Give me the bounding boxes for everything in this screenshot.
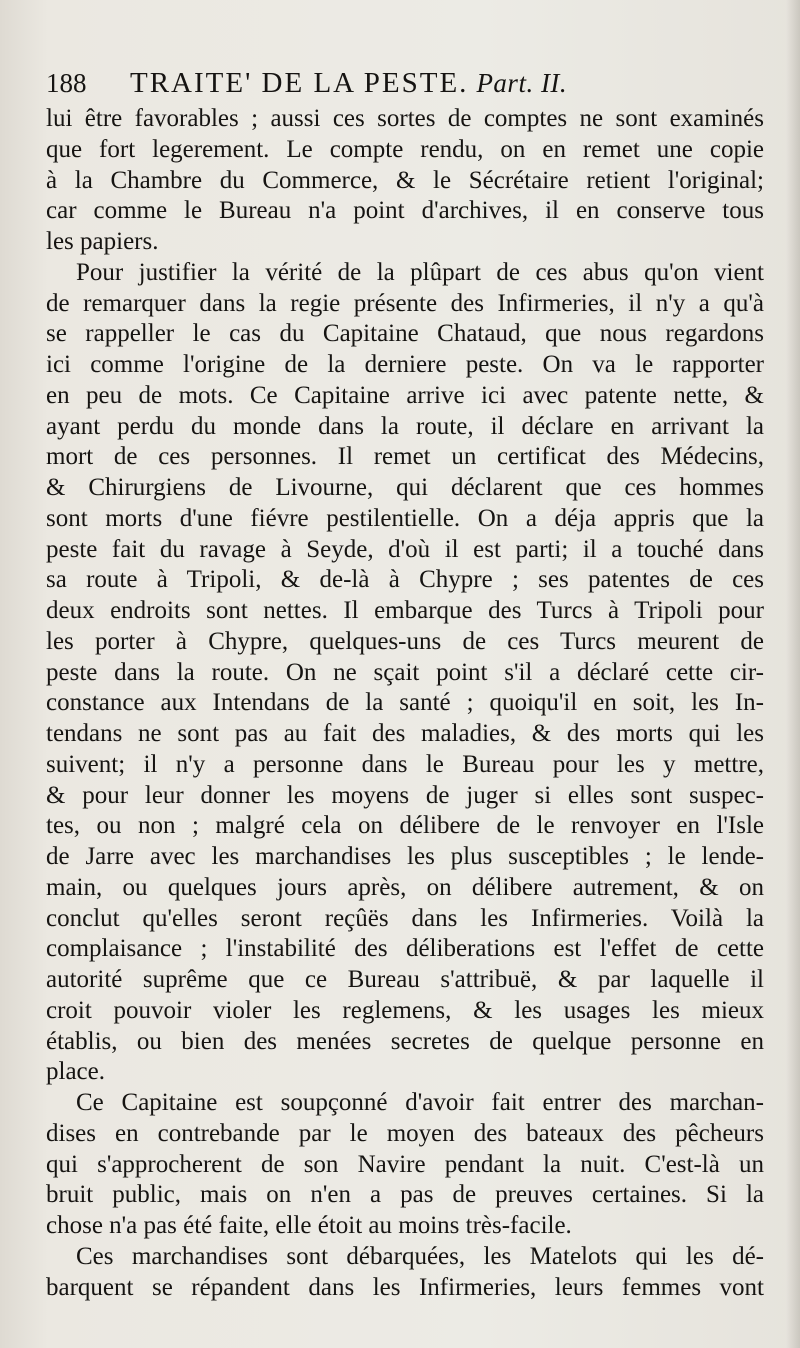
paragraph xyxy=(46,104,764,258)
body-text xyxy=(46,104,764,1303)
page-text-block xyxy=(46,62,764,1303)
text-line: & pour leur donner les moyens de juger si elles sont suspec- xyxy=(46,781,764,809)
text-line: & Chirurgiens de Livourne, qui déclarent que ces hommes xyxy=(46,474,764,501)
text-line: sont morts d'une fiévre pestilentielle. On a déja appris que la xyxy=(46,504,764,532)
text-line: car comme le Bureau n'a point d'archives, il en conserve tous xyxy=(46,197,764,225)
running-part: Part. II. xyxy=(476,68,568,98)
text-line: de Jarre avec les marchandises les plus susceptibles ; le lende- xyxy=(46,843,764,870)
paragraph xyxy=(46,258,764,1088)
text-line: deux endroits sont nettes. Il embarque des Turcs à Tripoli pour xyxy=(46,597,764,624)
text-line: chose n'a pas été faite, elle étoit au moins très-facile. xyxy=(46,1212,572,1239)
text-line: peste fait du ravage à Seyde, d'où il est parti; il a touché dans xyxy=(46,535,764,563)
running-title: TRAITE' DE LA PESTE. xyxy=(130,67,469,99)
text-line: mort de ces personnes. Il remet un certificat des Médecins, xyxy=(46,443,764,471)
text-line: de remarquer dans la regie présente des Infirmeries, il n'y a qu'à xyxy=(46,289,764,317)
page-edge-shadow xyxy=(786,0,800,1348)
text-line: Pour justifier la vérité de la plûpart de ces abus qu'on vient xyxy=(76,258,764,286)
text-line: conclut qu'elles seront reçûës dans les Infirmeries. Voilà la xyxy=(46,904,764,932)
paragraph xyxy=(46,1242,764,1304)
page-number: 188 xyxy=(46,68,87,98)
text-line: à la Chambre du Commerce, & le Sécrétaire retient l'original; xyxy=(46,166,764,194)
text-line: peste dans la route. On ne sçait point s'il a déclaré cette cir- xyxy=(46,658,764,686)
text-line: dises en contrebande par le moyen des bateaux des pêcheurs xyxy=(46,1119,764,1147)
text-line: barquent se répandent dans les Infirmeries, leurs femmes vont xyxy=(46,1273,764,1301)
text-line: bruit public, mais on n'en a pas de preuves certaines. Si la xyxy=(46,1181,764,1209)
text-line: ici comme l'origine de la derniere peste. On va le rapporter xyxy=(46,351,764,378)
text-line: que fort legerement. Le compte rendu, on en remet une copie xyxy=(46,135,764,163)
text-line: main, ou quelques jours après, on délibere autrement, & on xyxy=(46,873,764,901)
text-line: autorité suprême que ce Bureau s'attribuë, & par laquelle il xyxy=(46,966,764,993)
text-line: les papiers. xyxy=(46,228,159,255)
text-line: Ce Capitaine est soupçonné d'avoir fait entrer des marchan- xyxy=(76,1089,764,1116)
text-line: croit pouvoir violer les reglemens, & les usages les mieux xyxy=(46,996,764,1024)
paragraph xyxy=(46,1088,764,1242)
text-line: suivent; il n'y a personne dans le Bureau pour les y mettre, xyxy=(46,750,764,778)
text-line: en peu de mots. Ce Capitaine arrive ici avec patente nette, & xyxy=(46,381,764,409)
text-line: complaisance ; l'instabilité des déliberations est l'effet de cette xyxy=(46,935,764,963)
text-line: les porter à Chypre, quelques-uns de ces Turcs meurent de xyxy=(46,627,764,655)
text-line: lui être favorables ; aussi ces sortes de comptes ne sont examinés xyxy=(46,105,764,132)
text-line: place. xyxy=(46,1058,105,1086)
text-line: établis, ou bien des menées secretes de quelque personne en xyxy=(46,1027,764,1055)
text-line: ayant perdu du monde dans la route, il déclare en arrivant la xyxy=(46,412,764,440)
text-line: qui s'approcherent de son Navire pendant la nuit. C'est-là un xyxy=(46,1150,764,1178)
text-line: tendans ne sont pas au fait des maladies, & des morts qui les xyxy=(46,720,764,747)
text-line: constance aux Intendans de la santé ; quoiqu'il en soit, les In- xyxy=(46,689,764,717)
text-line: Ces marchandises sont débarquées, les Matelots qui les dé- xyxy=(76,1242,764,1270)
running-header xyxy=(46,62,764,104)
text-line: se rappeller le cas du Capitaine Chataud, que nous regardons xyxy=(46,320,764,348)
text-line: sa route à Tripoli, & de-là à Chypre ; ses patentes de ces xyxy=(46,566,764,594)
text-line: tes, ou non ; malgré cela on délibere de le renvoyer en l'Isle xyxy=(46,812,764,840)
